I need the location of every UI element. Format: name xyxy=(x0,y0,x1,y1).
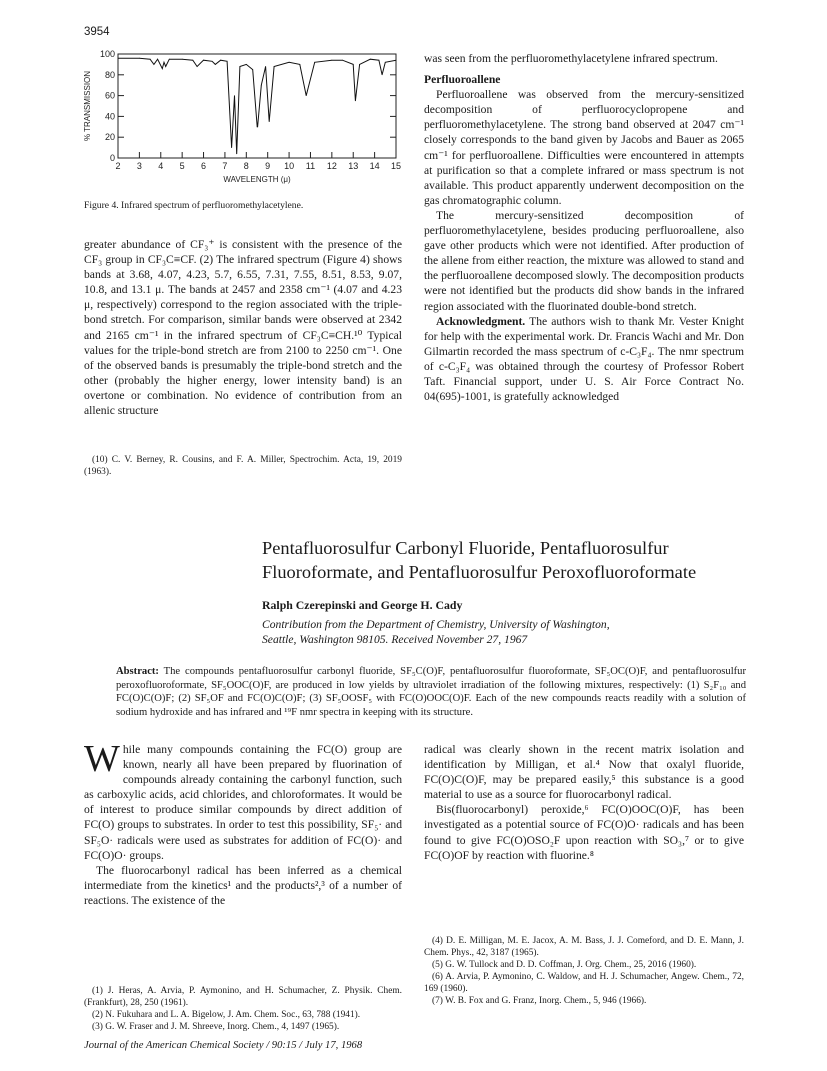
x-tick-label: 5 xyxy=(179,161,185,171)
y-tick-label: 60 xyxy=(104,90,115,101)
footnote-left-1: (1) J. Heras, A. Arvia, P. Aymonino, and H. Schumacher, Z. Physik. Chem. (Frankfurt), 28, 250 (1961). xyxy=(84,986,402,1008)
footnote-right-4: (7) W. B. Fox and G. Franz, Inorg. Chem., 5, 946 (1966). xyxy=(432,996,647,1006)
perfluoroallene-paragraph-1: Perfluoroallene was observed from the mercury-sensitized decomposition of perfluorocyclopropene and perfluoromethylacetylene. The strong band observed at 2047 cm⁻¹ closely corresponds to the band given by Jacobs and Bauer as 2065 cm⁻¹ for perfluoroallene. Difficulties were encountered in attempts at purification so that a complete infrared or mass spectrum is not available. This product apparently underwent decomposition on the gas chromatographic column. xyxy=(424,88,744,207)
spectrum-point xyxy=(274,66,275,67)
spectrum-point xyxy=(118,58,119,59)
spectrum-point xyxy=(261,85,262,86)
y-axis-label: % TRANSMISSION xyxy=(83,70,92,142)
spectrum-point xyxy=(157,59,158,60)
intro-right-footnotes xyxy=(424,935,744,1007)
x-axis-label: WAVELENGTH (μ) xyxy=(223,175,291,184)
x-tick-label: 3 xyxy=(136,161,142,171)
spectrum-point xyxy=(150,59,151,60)
spectrum-point xyxy=(355,100,356,101)
x-tick-label: 13 xyxy=(348,161,359,171)
spectrum-point xyxy=(269,121,270,122)
acknowledgment-paragraph xyxy=(424,314,744,405)
intro-right-column xyxy=(424,742,744,863)
acknowledgment-text: The authors wish to thank Mr. Vester Knight for help with the experimental work. Dr. Francis Wachi and Mr. Don Gilmartin recorded the mass spectrum of c-C₃F₄. The nmr spectrum of c-C₃F₄ was obtained through the courtesy of Professor Robert Taft. Financial support, under U. S. Air Force Contract No. 04(695)-1001, is gratefully acknowledged xyxy=(424,314,744,404)
spectrum-point xyxy=(379,60,380,61)
spectrum-point xyxy=(139,58,140,59)
abstract-text: The compounds pentafluorosulfur carbonyl fluoride, SF₅C(O)F, pentafluorosulfur fluoroformate, SF₅OC(O)F, and pentafluorosulfur peroxofluoroformate, SF₅OOC(O)F, are produced in low yields by ultraviolet irradiation of the following mixtures, respectively: (1) S₂F₁₀ and FC(O)C(O)F; (2) SF₅OF and FC(O)C(O)F; (3) SF₅OOSF₅ with FC(O)OOC(O)F. Each of the new compounds reacts readily with a solution of sodium hydroxide and has infrared and ¹⁹F nmr spectra in keeping with its structure. xyxy=(116,666,746,718)
spectrum-point xyxy=(164,62,165,63)
spectrum-point xyxy=(231,147,232,148)
spectrum-point xyxy=(220,60,221,61)
authors: Ralph Czerepinski and George H. Cady xyxy=(262,598,463,612)
spectrum-point xyxy=(240,66,241,67)
intro-right-paragraph-2: Bis(fluorocarbonyl) peroxide,⁶ FC(O)OOC(O)F, has been investigated as a potential source of FC(O)O· radicals and has been found to give FC(O)OSO₂F upon reaction with SO₃,⁷ or to give FC(O)OF by reaction with fluorine.⁸ xyxy=(424,803,744,862)
acknowledgment-label: Acknowledgment. xyxy=(436,314,526,328)
right-column-text xyxy=(424,51,744,404)
abstract-label: Abstract: xyxy=(116,666,159,677)
y-tick-label: 80 xyxy=(104,69,115,80)
intro-paragraph-2: The fluorocarbonyl radical has been inferred as a chemical intermediate from the kinetics¹ and the products²,³ of a number of reactions. The existence of the xyxy=(84,863,402,907)
spectrum-point xyxy=(197,66,198,67)
spectrum-point xyxy=(353,64,354,65)
abstract xyxy=(116,665,746,719)
spectrum-point xyxy=(306,95,307,96)
spectrum-point xyxy=(215,64,216,65)
footnote-10: (10) C. V. Berney, R. Cousins, and F. A. Miller, Spectrochim. Acta, 19, 2019 (1963). xyxy=(84,455,402,477)
footnote-left-2: (2) N. Fukuhara and L. A. Bigelow, J. Am. Chem. Soc., 63, 788 (1941). xyxy=(92,1010,361,1020)
x-tick-label: 15 xyxy=(390,161,402,171)
spectrum-point xyxy=(169,59,170,60)
spectrum-point xyxy=(299,64,300,65)
spectrum-point xyxy=(203,60,204,61)
spectrum-point xyxy=(154,64,155,65)
intro-paragraph-1 xyxy=(84,738,402,863)
y-tick-label: 0 xyxy=(109,153,115,163)
spectrum-point xyxy=(236,153,237,154)
article-title-line-1: Pentafluorosulfur Carbonyl Fluoride, Pentafluorosulfur xyxy=(262,538,669,558)
figure-4 xyxy=(80,48,410,198)
intro-left-column xyxy=(84,738,402,908)
spectrum-point xyxy=(385,62,386,63)
y-tick-label: 100 xyxy=(99,49,115,59)
spectrum-point xyxy=(182,59,183,60)
x-tick-label: 7 xyxy=(222,161,228,171)
drop-cap: W xyxy=(84,738,120,780)
intro-left-footnotes xyxy=(84,985,402,1033)
spectrum-point xyxy=(192,60,193,61)
spectrum-point xyxy=(382,74,383,75)
left-footnote xyxy=(84,454,402,478)
footnote-right-2: (5) G. W. Tullock and D. D. Coffman, J. Org. Chem., 25, 2016 (1960). xyxy=(432,960,697,970)
x-tick-label: 2 xyxy=(115,161,121,171)
article-title-line-2: Fluoroformate, and Pentafluorosulfur Peroxofluoroformate xyxy=(262,562,697,582)
y-tick-label: 20 xyxy=(104,132,115,143)
footnote-right-1: (4) D. E. Milligan, M. E. Jacox, A. M. Bass, J. J. Comeford, and D. E. Mann, J. Chem. Phys., 42, 3187 (1965). xyxy=(424,936,744,958)
intro-paragraph-1-text: hile many compounds containing the FC(O) group are known, nearly all have been prepared by fluorination of compounds already containing the carbonyl function, such as carboxylic acids, acid chlorides, and chloroformates. It would be of interest to produce similar compounds by direct addition of FC(O) groups to substrates. In order to test this possibility, SF₅· and SF₅O· radicals were used as substrates for addition of FC(O)· and FC(O)O· groups. xyxy=(84,743,402,862)
spectrum-point xyxy=(359,64,360,65)
spectrum-point xyxy=(227,61,228,62)
figure-caption: Figure 4. Infrared spectrum of perfluoromethylacetylene. xyxy=(84,200,304,211)
article-title xyxy=(262,536,782,584)
left-column-text xyxy=(84,237,402,418)
intro-right-paragraph-1: radical was clearly shown in the recent matrix isolation and identification by Milligan, et al.⁴ Now that oxalyl fluoride, FC(O)C(O)F, may be prepared easily,⁵ this substance is a good material to use as a source for fluorocarbonyl radical. xyxy=(424,743,744,802)
x-tick-label: 11 xyxy=(305,161,316,171)
spectrum-point xyxy=(212,61,213,62)
perfluoroallene-paragraph-2: The mercury-sensitized decomposition of perfluoromethylacetylene, besides producing perfluoroallene, also gave other products which were not identified. After production of the allene from either reaction, the mixture was allowed to stand and the perfluoroallene decomposed slowly. The decomposition products were not identified but the products did show bands in the infrared region associated with the fluorinated double-bond stretch. xyxy=(424,208,744,313)
spectrum-point xyxy=(265,66,266,67)
x-tick-label: 6 xyxy=(201,161,207,171)
spectrum-point xyxy=(234,95,235,96)
section-heading-perfluoroallene: Perfluoroallene xyxy=(424,73,501,87)
spectrum-point xyxy=(257,126,258,127)
affiliation-line-1: Contribution from the Department of Chemistry, University of Washington, xyxy=(262,618,610,631)
y-tick-label: 40 xyxy=(104,111,115,122)
spectrum-point xyxy=(370,59,371,60)
spectrum-point xyxy=(342,60,343,61)
spectrum-point xyxy=(314,62,315,63)
journal-footer: Journal of the American Chemical Society / 90:15 / July 17, 1968 xyxy=(84,1040,363,1051)
spectrum-point xyxy=(165,66,166,67)
spectrum-point xyxy=(289,62,290,63)
spectrum-point xyxy=(252,69,253,70)
spectrum-line xyxy=(118,58,396,154)
spectrum-point xyxy=(162,68,163,69)
x-tick-label: 12 xyxy=(326,161,337,171)
x-tick-label: 14 xyxy=(369,161,380,171)
x-tick-label: 9 xyxy=(265,161,271,171)
affiliation xyxy=(262,617,762,647)
x-tick-label: 4 xyxy=(158,161,164,171)
spectrum-point xyxy=(331,60,332,61)
footnote-right-3: (6) A. Arvia, P. Aymonino, C. Waldow, and H. J. Schumacher, Angew. Chem., 72, 169 (1960). xyxy=(424,972,744,994)
page-number: 3954 xyxy=(84,26,110,38)
plot-frame xyxy=(118,54,396,158)
affiliation-line-2: Seattle, Washington 98105. Received November 27, 1967 xyxy=(262,633,528,646)
x-tick-label: 10 xyxy=(284,161,295,171)
left-paragraph: greater abundance of CF₃⁺ is consistent with the presence of the CF₃ group in CF₃C≡CF. (2) The infrared spectrum (Figure 4) shows bands at 3.68, 4.07, 4.23, 5.7, 6.55, 7.31, 7.55, 8.51, 8.53, 9.07, 10.8, and 13.1 μ. The bands at 2457 and 2358 cm⁻¹ (4.07 and 4.23 μ, respectively) correspond to the region associated with the triple-bond stretch. For comparison, similar bands were observed at 2342 and 2165 cm⁻¹ in the infrared spectrum of CF₃C≡CH.¹⁰ Typical values for the triple-bond stretch are from 2100 to 2250 cm⁻¹. One of the observed bands is presumably the triple-bond stretch and the other (probably the higher energy, lower intensity band) is an overtone or combination. No evidence of contribution from an allenic structure xyxy=(84,238,402,418)
right-top-paragraph: was seen from the perfluoromethylacetylene infrared spectrum. xyxy=(424,52,718,65)
spectrum-point xyxy=(246,64,247,65)
x-tick-label: 8 xyxy=(243,161,249,171)
spectrum-point xyxy=(396,60,397,61)
footnote-left-3: (3) G. W. Fraser and J. M. Shreeve, Inorg. Chem., 4, 1497 (1965). xyxy=(92,1022,340,1032)
ir-spectrum-chart xyxy=(80,48,410,198)
